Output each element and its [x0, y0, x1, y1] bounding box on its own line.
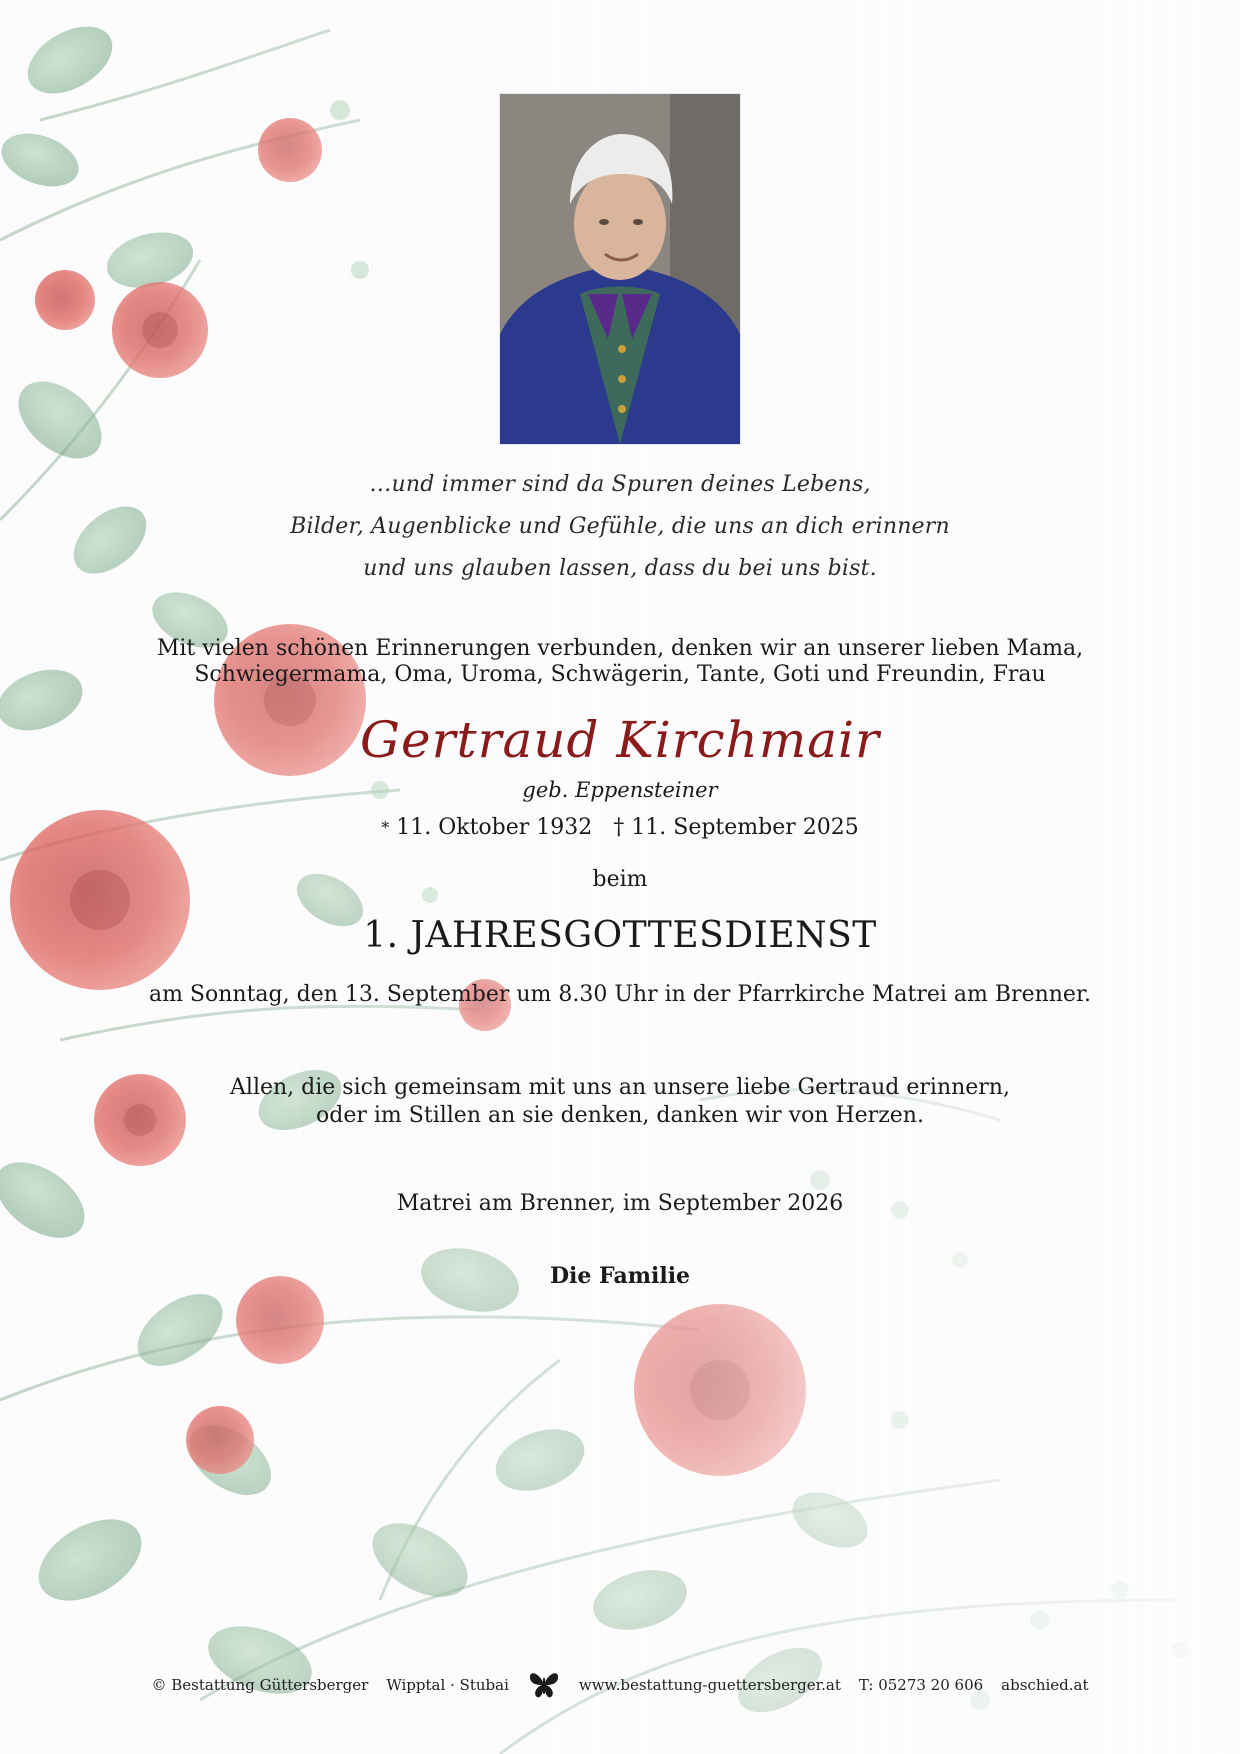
place-date: Matrei am Brenner, im September 2026 — [396, 1191, 844, 1216]
portrait-photo — [500, 94, 740, 444]
thanks-text — [0, 1074, 1240, 1130]
intro-line-2: Schwiegermama, Oma, Uroma, Schwägerin, Tante, Goti und Freundin, Frau — [194, 662, 1046, 687]
event-details: am Sonntag, den 13. September um 8.30 Uhr in der Pfarrkirche Matrei am Brenner. — [148, 982, 1092, 1007]
death-date: 11. September 2025 — [631, 815, 859, 840]
death-symbol: † — [613, 815, 625, 840]
intro-text — [0, 636, 1240, 688]
birth-date: 11. Oktober 1932 — [396, 815, 593, 840]
maiden-name: geb. Eppensteiner — [522, 778, 718, 802]
life-dates — [0, 813, 1240, 843]
signature: Die Familie — [549, 1263, 691, 1289]
quote-line-1: …und immer sind da Spuren deines Lebens, — [369, 472, 871, 497]
event-preposition: beim — [592, 867, 648, 892]
event-title: 1. JAHRESGOTTESDIENST — [363, 915, 877, 956]
footer-phone[interactable]: T: 05273 20 606 — [858, 1676, 984, 1694]
footer-copyright: © Bestattung Güttersberger — [151, 1676, 369, 1694]
intro-line-1: Mit vielen schönen Erinnerungen verbunden, denken wir an unserer lieben Mama, — [156, 636, 1084, 661]
quote-line-3: und uns glauben lassen, dass du bei uns bist. — [363, 556, 877, 581]
footer-website[interactable]: www.bestattung-guettersberger.at — [578, 1676, 841, 1694]
footer-region: Wipptal · Stubai — [386, 1676, 509, 1694]
memorial-quote — [0, 464, 1240, 590]
deceased-name: Gertraud Kirchmair — [360, 711, 880, 769]
quote-line-2: Bilder, Augenblicke und Gefühle, die uns an dich erinnern — [290, 514, 950, 539]
birth-symbol: * — [381, 818, 390, 837]
footer — [0, 1668, 1240, 1702]
butterfly-icon — [527, 1670, 561, 1700]
thanks-line-1: Allen, die sich gemeinsam mit uns an unsere liebe Gertraud erinnern, — [230, 1075, 1010, 1100]
thanks-line-2: oder im Stillen an sie denken, danken wir von Herzen. — [316, 1103, 924, 1128]
footer-partner[interactable]: abschied.at — [1001, 1676, 1089, 1694]
